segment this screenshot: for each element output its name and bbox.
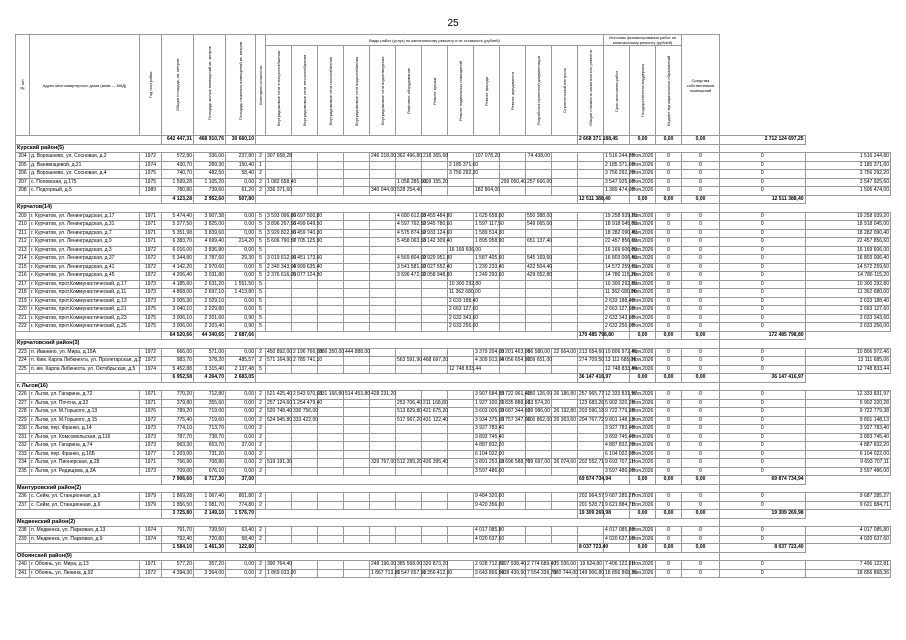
table-row: Медвенский район(2) bbox=[16, 518, 891, 527]
header-area2: Площадь жилых помещений кв. метров bbox=[194, 35, 226, 136]
table-row: 217 г. Курчатов, прот.Коммунистический, д.17 1973 4 185,60 2 631,20 1 551,50 5 10 300 292,80 10 300 292,80 Ноя.2026 0 0 0 10 300 292,80 bbox=[16, 280, 891, 289]
table-row: 4 123,28 2 952,60 507,80 12 511 388,40 0,00 0,00 0,00 12 511 388,40 bbox=[16, 195, 891, 204]
table-row: 6 952,58 4 264,70 2 683,05 36 147 416,97 0,00 0,00 0,00 36 147 416,97 bbox=[16, 374, 891, 383]
table-row: г. Льгов(16) bbox=[16, 382, 891, 391]
table-row: 224 п. Ким. Карла Либкнехта, ул. Пролетарская, д.2 1972 983,70 378,20 485,57 2 571 164,90 2 785 741,10 563 591,90 468 697,20 4 309 913,90 4 056 654,90 109 651,00 274 709,50 13 111 685,06 Ноя.2026 0 0 0 13 111 685,06 bbox=[16, 357, 891, 366]
header-year: Год постройки bbox=[140, 35, 162, 136]
table-row: 233 г. Льгов, пер. Франко, д.16Б 1977 1 203,00 731,20 0,00 2 6 104 022,00 6 104 022,00 Ноя.2026 0 0 0 6 104 022,00 bbox=[16, 450, 891, 459]
table-row: 239 п. Медвенка, ул. Парковая, д.9 1974 792,40 720,80 58,40 2 4 020 637,60 4 020 637,60 Ноя.2026 0 0 0 4 020 637,60 bbox=[16, 535, 891, 544]
page-number: 25 bbox=[447, 18, 459, 29]
table-row: 236 с. Сейм, ул. Станционная, д.5 1979 1 869,28 1 067,40 801,80 2 9 484 320,00 202 964,57 9 687 285,27 Ноя.2026 0 0 0 9 687 285,27 bbox=[16, 493, 891, 502]
table-row: 211 г. Курчатов, ул. Ленинградская, д.7 1971 5 351,98 3 839,60 0,00 5 3 929 822,50 6 459 740,30 4 575 874,50 2 933 124,60 1 589 514,30 18 282 090,40 Ноя.2026 0 0 0 18 282 090,40 bbox=[16, 229, 891, 238]
table-row: 238 п. Медвенка, ул. Парковая, д.13 1974 791,70 739,50 63,40 2 4 017 085,80 4 017 085,80 Ноя.2026 0 0 0 4 017 085,80 bbox=[16, 527, 891, 536]
table-row: 223 п. Иванино, ул. Мира, д.19А 1972 666,00 571,00 0,00 2 450 892,00 2 196 766,00 386 350,00 444 888,00 3 379 204,00 3 201 463,00 66 580,00 22 664,00 213 654,60 10 806 972,46 Ноя.2026 0 0 0 10 806 972,46 bbox=[16, 348, 891, 357]
header-cat: Категория сложности bbox=[256, 35, 266, 136]
table-row: 234 г. Льгов, ул. Пионерская, д.28 1971 766,90 708,80 0,00 2 519 191,30 329 767,00 512 289,20 426 395,40 3 891 253,60 3 696 588,70 99 697,00 26 074,60 202 552,71 9 693 707,11 Ноя.2026 0 0 0 9 693 707,11 bbox=[16, 459, 891, 468]
table-row: 213 г. Курчатов, ул. Ленинградская, д.3 1972 6 016,00 3 836,80 0,00 5 16 169 606,00 16 169 606,00 Ноя.2026 0 0 0 16 169 606,00 bbox=[16, 246, 891, 255]
table-row: 642 447,31 468 910,76 30 660,10 2 668 371 188,45 0,00 0,00 0,00 2 712 124 697,25 bbox=[16, 136, 891, 145]
table-row: 221 г. Курчатов, прот.Коммунистический, д.23 1975 3 006,10 2 201,60 0,90 5 2 633 343,60 2 633 343,60 Ноя.2026 0 0 0 2 633 343,60 bbox=[16, 314, 891, 323]
header-costs: Виды работ (услуг) по капитальному ремонту и их стоимость (рублей) bbox=[266, 35, 604, 46]
table-row: 237 с. Сейм, ул. Станционная, д.6 1979 1 856,50 1 081,70 774,80 2 9 420 356,00 201 528,71 9 621 884,71 Ноя.2026 0 0 0 9 621 884,71 bbox=[16, 501, 891, 510]
table-row: 1 584,10 1 461,30 122,80 8 037 723,40 0,00 0,00 0,00 8 037 723,40 bbox=[16, 544, 891, 553]
main-table: № п/п Адрес многоквартирного дома (кв/кв — МКД) Год постройки Общая площадь, кв. метров Площадь жилых помещений кв. метров Площадь нежилых помещений кв. метров Категория сложности Виды работ (услуг) по капитальному ремонту и их стоимость (рублей) Источник финансирования работ по капитальному ремонту (рублей) Средства собственников помещений Внутридомовые сети электроснабжения Внутридомовые сети теплоснабжения Внутридомовые сети газоснабжения Внутридомовые сети водоснабжения Внутридомовые сети водоотведения Лифтовое оборудование Ремонт крыши Ремонт подвальных помещений Ремонт фасада Ремонт фундамента Разработка проектной документации Строительный контроль Общая стоимость капитального ремонта Срок окончания работ Государственная поддержка Бюджет муниципальных образований 642 447,31 468 910,76 30 660,10 2 668 371 188,45 0,00 0,00 0,00 2 712 124 697,25 Курский район(5) 204 д. Ворошнево, ул. Сосновая, д.2 1972 572,80 336,00 237,80 2 307 658,28 246 218,00 362 496,80 218 365,68 107 078,20 74 438,00 1 516 244,80 Ноя.2026 0 0 0 1 516 244,80 205 д. Ванивнщевой, д.21 1974 430,70 289,30 150,40 1 2 185 371,60 2 185 371,60 Ноя.2026 0 0 0 2 185 371,60 206 д. Ворошнево, ул. Сосновая, д.4 1975 740,70 482,50 58,40 2 3 756 292,20 3 756 292,20 Ноя.2026 0 0 0 3 756 292,20 207 с. Полевская, д.175 1975 1 599,28 1 105,20 0,00 2 1 082 658,40 1 058 285,60 609 155,20 299 050,40 257 666,00 3 547 925,60 Ноя.2026 0 0 0 3 547 925,60 208 с. Подгорный, д.5 1989 780,80 739,60 61,20 2 336 371,60 340 044,00 528 254,40 182 804,00 1 389 474,00 Ноя.2026 0 0 0 1 506 474,00 4 123,28 2 952,60 507,80 12 511 388,40 0,00 0,00 0,00 12 511 388,40 Курчатов(14) 209 г. Курчатов, ул. Ленинградская, д.17 1971 5 474,40 3 907,38 0,00 5 3 593 096,80 6 697 500,80 4 680 612,00 3 455 484,80 1 625 658,00 550 388,00 19 258 939,20 Ноя.2026 0 0 0 19 258 939,20 210 г. Курчатов, ул. Ленинградская, д.31 1971 5 377,50 3 825,00 0,00 5 3 896 267,50 6 499 649,50 4 597 762,50 2 945 780,60 1 597 117,50 549 065,00 18 918 045,00 Ноя.2026 0 0 0 18 918 045,00 211 г. Курчатов, ул. Ленинградская, д.7 1971 5 351,98 3 839,60 0,00 5 3 929 822,50 6 459 740,30 4 575 874,50 2 933 124,60 1 589 514,30 18 282 090,40 Ноя.2026 0 0 0 18 282 090,40 212 г. Курчатов, ул. Ленинградская, д.9 1971 6 383,70 4 699,40 214,20 5 5 606 790,50 7 705 125,90 5 458 063,50 3 142 309,40 1 895 958,90 651 137,40 22 457 856,60 Ноя.2026 0 0 0 22 457 856,60 213 г. Курчатов, ул. Ленинградская, д.3 1972 6 016,00 3 836,80 0,00 5 16 169 606,00 16 169 606,00 Ноя.2026 0 0 0 16 169 606,00 214 г. Курчатов, ул. Ленинградская, д.37 1972 5 344,80 3 787,60 29,30 5 3 019 612,00 6 451 173,60 4 569 804,00 2 929 951,80 1 587 405,60 545 169,60 16 803 006,40 Ноя.2026 0 0 0 16 803 006,40 215 г. Курчатов, ул. Ленинградская, д.41 1972 4 142,20 2 970,60 0,00 5 2 340 343,00 4 999 635,40 3 541 581,00 2 027 552,40 1 230 233,40 422 504,40 14 572 259,60 Ноя.2026 0 0 0 14 572 259,60 216 г. Курчатов, ул. Ленинградская, д.45 1972 4 206,40 3 031,80 0,00 5 2 376 616,00 5 077 124,80 3 596 472,00 2 058 948,80 1 249 293,60 429 052,80 14 786 115,20 Ноя.2026 0 0 0 14 786 115,20 217 г. Курчатов, прот.Коммунистический, д.17 1973 4 185,60 2 631,20 1 551,50 5 10 300 292,80 10 300 292,80 Ноя.2026 0 0 0 10 300 292,80 218 г. Курчатов, прот.Коммунистический, д.11 1973 4 868,00 2 697,10 1 413,80 5 11 362 680,00 11 362 680,00 Ноя.2026 0 0 0 11 362 680,00 219 г. Курчатов, прот.Коммунистический, д.13 1973 3 005,30 2 029,10 0,00 5 2 633 188,40 2 633 188,40 Ноя.2026 0 0 0 2 633 188,40 220 г. Курчатов, прот.Коммунистический, д.21 1975 3 040,10 2 229,80 0,00 5 2 663 127,60 2 663 127,60 Ноя.2026 0 0 0 2 663 127,60 221 г. Курчатов, прот.Коммунистический, д.23 1975 3 006,10 2 201,60 0,90 5 2 633 343,60 2 633 343,60 Ноя.2026 0 0 0 2 633 343,60 222 г. Курчатов, прот.Коммунистический, д.25 1975 3 006,00 2 203,40 0,90 5 2 633 256,00 2 633 256,00 Ноя.2026 0 0 0 2 633 256,00 64 520,66 44 340,65 2 687,66 170 485 798,80 0,00 0,00 0,00 172 485 798,80 Курчатовский район(3) 223 п. Иванино, ул. Мира, д.19А 1972 666,00 571,00 0,00 2 450 892,00 2 196 766,00 386 350,00 444 888,00 3 379 204,00 3 201 463,00 66 580,00 22 664,00 213 654,60 10 806 972,46 Ноя.2026 0 0 0 10 806 972,46 224 п. Ким. Карла Либкнехта, ул. Пролетарская, д.2 1972 983,70 378,20 485,57 2 571 164,90 2 785 741,10 563 591,90 468 697,20 4 309 913,90 4 056 654,90 109 651,00 274 709,50 13 111 685,06 Ноя.2026 0 0 0 13 111 685,06 225 п. им. Карла Либкнехта, ул. Октябрьская, д.5 1974 5 452,88 3 315,40 2 137,48 5 12 748 833,44 12 748 833,44 Ноя.2026 0 0 0 12 748 833,44 6 952,58 4 264,70 2 683,05 36 147 416,97 0,00 0,00 0,00 36 147 416,97 г. Льгов(16) 226 г. Льгов, ул. Гагарина, д.72 1971 770,20 712,80 0,00 2 521 425,40 2 543 970,60 331 166,80 514 453,80 428 231,20 3 907 684,80 3 722 961,40 180 126,00 26 186,80 257 965,77 12 333 831,97 Ноя.2026 0 0 0 12 333 831,97 227 г. Льгов, ул. Почтна, д.32 1971 379,80 355,60 0,00 2 257 124,60 1 254 479,40 253 706,40 211 168,80 1 927 100,20 1 835 888,60 63 574,20 123 683,26 5 902 320,28 Ноя.2026 0 0 0 5 902 320,28 228 г. Льгов, ул. М.Горького, д.13 1976 789,20 719,00 0,00 2 520 748,40 330 756,00 513 829,80 421 675,20 3 603 005,00 3 687 344,60 99 986,00 26 192,80 203 596,18 9 722 779,38 Ноя.2026 0 0 0 9 722 779,38 229 г. Льгов, ул. М.Горького, д.15 1972 775,40 719,60 0,00 2 524 945,80 333 422,00 517 967,20 431 122,40 3 934 375,60 3 757 347,00 100 862,00 26 363,60 204 767,72 9 801 148,13 Ноя.2026 0 0 0 9 801 148,13 230 г. Льгов, пер. Франко, д.14 1973 774,10 713,70 0,00 2 3 927 783,40 3 927 783,40 Ноя.2026 0 0 0 3 927 783,40 231 г. Льгов, ул. Комсомольская, д.116 1973 787,70 738,70 0,00 2 3 893 745,40 3 893 745,40 Ноя.2026 0 0 0 3 893 745,40 232 г. Льгов, ул. Гагарина, д.74 1973 963,30 653,70 37,00 2 4 887 832,20 4 887 832,20 Ноя.2026 0 0 0 4 887 832,20 233 г. Льгов, пер. Франко, д.16Б 1977 1 203,00 731,20 0,00 2 6 104 022,00 6 104 022,00 Ноя.2026 0 0 0 6 104 022,00 234 г. Льгов, ул. Пионерская, д.28 1971 766,90 708,80 0,00 2 519 191,30 329 767,00 512 289,20 426 395,40 3 891 253,60 3 696 588,70 99 697,00 26 074,60 202 552,71 9 693 707,11 Ноя.2026 0 0 0 9 693 707,11 235 г. Льгов, ул. Редищева, д.3А 1973 709,00 676,10 0,00 2 3 597 486,00 3 597 486,00 Ноя.2026 0 0 0 3 597 486,00 7 906,60 6 717,30 37,00 69 874 734,94 0,00 0,00 0,00 69 874 734,94 Мантуровский район(2) 236 с. Сейм, ул. Станционная, д.5 1979 1 869,28 1 067,40 801,80 2 9 484 320,00 202 964,57 9 687 285,27 Ноя.2026 0 0 0 9 687 285,27 237 с. Сейм, ул. Станционная, д.6 1979 1 856,50 1 081,70 774,80 2 9 420 356,00 201 528,71 9 621 884,71 Ноя.2026 0 0 0 9 621 884,71 3 725,80 2 149,10 1 576,70 19 309 269,98 0,00 0,00 0,00 19 309 269,98 Медвенский район(2) 238 п. Медвенка, ул. Парковая, д.13 1974 791,70 739,50 63,40 2 4 017 085,80 4 017 085,80 Ноя.2026 0 0 0 4 017 085,80 239 п. Медвенка, ул. Парковая, д.9 1974 792,40 720,80 58,40 2 4 020 637,60 4 020 637,60 Ноя.2026 0 0 0 4 020 637,60 1 584,10 1 461,30 122,80 8 037 723,40 0,00 0,00 0,00 8 037 723,40 Обоянский район(9) 240 г. Обоянь, ул. Мира, д.13 1971 577,20 357,20 0,00 2 390 764,40 248 196,00 385 568,00 320 873,20 2 928 712,80 107 938,40 2 774 689,40 75 036,00 19 624,80 7 406 122,81 Ноя.2026 0 0 0 7 496 122,81 241 г. Обоянь, ул. Ленина, д.92 1972 4 394,30 3 364,00 0,00 2 1 869 633,30 1 867 713,80 1 547 657,90 1 356 412,90 3 643 866,80 438 439,90 7 554 339,70 380 744,00 149 906,80 18 856 868,36 Ноя.2026 0 0 0 18 856 868,36 bbox=[17, 35, 889, 576]
header-area3: Площадь нежилых помещений кв. метров bbox=[226, 35, 256, 136]
table-row: 207 с. Полевская, д.175 1975 1 599,28 1 105,20 0,00 2 1 082 658,40 1 058 285,60 609 155,20 299 050,40 257 666,00 3 547 925,60 Ноя.2026 0 0 0 3 547 925,60 bbox=[16, 178, 891, 187]
table-row: Курчатовский район(3) bbox=[16, 340, 891, 349]
table-row: 204 д. Ворошнево, ул. Сосновая, д.2 1972 572,80 336,00 237,80 2 307 658,28 246 218,00 362 496,80 218 365,68 107 078,20 74 438,00 1 516 244,80 Ноя.2026 0 0 0 1 516 244,80 bbox=[16, 153, 891, 162]
table-row: 227 г. Льгов, ул. Почтна, д.32 1971 379,80 355,60 0,00 2 257 124,60 1 254 479,40 253 706,40 211 168,80 1 927 100,20 1 835 888,60 63 574,20 123 683,26 5 902 320,28 Ноя.2026 0 0 0 5 902 320,28 bbox=[16, 399, 891, 408]
table-row: 205 д. Ванивнщевой, д.21 1974 430,70 289,30 150,40 1 2 185 371,60 2 185 371,60 Ноя.2026 0 0 0 2 185 371,60 bbox=[16, 161, 891, 170]
table-row: 222 г. Курчатов, прот.Коммунистический, д.25 1975 3 006,00 2 203,40 0,90 5 2 633 256,00 2 633 256,00 Ноя.2026 0 0 0 2 633 256,00 bbox=[16, 323, 891, 332]
table-row: 3 725,80 2 149,10 1 576,70 19 309 269,98 0,00 0,00 0,00 19 309 269,98 bbox=[16, 510, 891, 519]
table-row: 220 г. Курчатов, прот.Коммунистический, д.21 1975 3 040,10 2 229,80 0,00 5 2 663 127,60 2 663 127,60 Ноя.2026 0 0 0 2 663 127,60 bbox=[16, 306, 891, 315]
table-row: Курский район(5) bbox=[16, 144, 891, 153]
table-row: 231 г. Льгов, ул. Комсомольская, д.116 1973 787,70 738,70 0,00 2 3 893 745,40 3 893 745,40 Ноя.2026 0 0 0 3 893 745,40 bbox=[16, 433, 891, 442]
table-row: 229 г. Льгов, ул. М.Горького, д.15 1972 775,40 719,60 0,00 2 524 945,80 333 422,00 517 967,20 431 122,40 3 934 375,60 3 757 347,00 100 862,00 26 363,60 204 767,72 9 801 148,13 Ноя.2026 0 0 0 9 801 148,13 bbox=[16, 416, 891, 425]
table-row: Обоянский район(9) bbox=[16, 552, 891, 561]
header-area: Общая площадь, кв. метров bbox=[162, 35, 194, 136]
table-row: 226 г. Льгов, ул. Гагарина, д.72 1971 770,20 712,80 0,00 2 521 425,40 2 543 970,60 331 166,80 514 453,80 428 231,20 3 907 684,80 3 722 961,40 180 126,00 26 186,80 257 965,77 12 333 831,97 Ноя.2026 0 0 0 12 333 831,97 bbox=[16, 391, 891, 400]
table-row: 214 г. Курчатов, ул. Ленинградская, д.37 1972 5 344,80 3 787,60 29,30 5 3 019 612,00 6 451 173,60 4 569 804,00 2 929 951,80 1 587 405,60 545 169,60 16 803 006,40 Ноя.2026 0 0 0 16 803 006,40 bbox=[16, 255, 891, 264]
table-row: 241 г. Обоянь, ул. Ленина, д.92 1972 4 394,30 3 364,00 0,00 2 1 869 633,30 1 867 713,80 1 547 657,90 1 356 412,90 3 643 866,80 438 439,90 7 554 339,70 380 744,00 149 906,80 18 856 868,36 Ноя.2026 0 0 0 18 856 868,36 bbox=[16, 569, 891, 578]
table-row: 235 г. Льгов, ул. Редищева, д.3А 1973 709,00 676,10 0,00 2 3 597 486,00 3 597 486,00 Ноя.2026 0 0 0 3 597 486,00 bbox=[16, 467, 891, 476]
table-row: 210 г. Курчатов, ул. Ленинградская, д.31 1971 5 377,50 3 825,00 0,00 5 3 896 267,50 6 499 649,50 4 597 762,50 2 945 780,60 1 597 117,50 549 065,00 18 918 045,00 Ноя.2026 0 0 0 18 918 045,00 bbox=[16, 221, 891, 230]
table-row: 225 п. им. Карла Либкнехта, ул. Октябрьская, д.5 1974 5 452,88 3 315,40 2 137,48 5 12 748 833,44 12 748 833,44 Ноя.2026 0 0 0 12 748 833,44 bbox=[16, 365, 891, 374]
table-row: Мантуровский район(2) bbox=[16, 484, 891, 493]
table-row: 228 г. Льгов, ул. М.Горького, д.13 1976 789,20 719,00 0,00 2 520 748,40 330 756,00 513 829,80 421 675,20 3 603 005,00 3 687 344,60 99 986,00 26 192,80 203 596,18 9 722 779,38 Ноя.2026 0 0 0 9 722 779,38 bbox=[16, 408, 891, 417]
table-row: 215 г. Курчатов, ул. Ленинградская, д.41 1972 4 142,20 2 970,60 0,00 5 2 340 343,00 4 999 635,40 3 541 581,00 2 027 552,40 1 230 233,40 422 504,40 14 572 259,60 Ноя.2026 0 0 0 14 572 259,60 bbox=[16, 263, 891, 272]
header-fund-total: Средства собственников помещений bbox=[682, 35, 720, 136]
header-funds: Источник финансирования работ по капитальному ремонту (рублей) bbox=[604, 35, 682, 46]
table-row: 240 г. Обоянь, ул. Мира, д.13 1971 577,20 357,20 0,00 2 390 764,40 248 196,00 385 568,00 320 873,20 2 928 712,80 107 938,40 2 774 689,40 75 036,00 19 624,80 7 406 122,81 Ноя.2026 0 0 0 7 496 122,81 bbox=[16, 561, 891, 570]
table-row: 216 г. Курчатов, ул. Ленинградская, д.45 1972 4 206,40 3 031,80 0,00 5 2 376 616,00 5 077 124,80 3 596 472,00 2 058 948,80 1 249 293,60 429 052,80 14 786 115,20 Ноя.2026 0 0 0 14 786 115,20 bbox=[16, 272, 891, 281]
table-row: 209 г. Курчатов, ул. Ленинградская, д.17 1971 5 474,40 3 907,38 0,00 5 3 593 096,80 6 697 500,80 4 680 612,00 3 455 484,80 1 625 658,00 550 388,00 19 258 939,20 Ноя.2026 0 0 0 19 258 939,20 bbox=[16, 212, 891, 221]
table-row: 7 906,60 6 717,30 37,00 69 874 734,94 0,00 0,00 0,00 69 874 734,94 bbox=[16, 476, 891, 485]
table-row: 212 г. Курчатов, ул. Ленинградская, д.9 1971 6 383,70 4 699,40 214,20 5 5 606 790,50 7 705 125,90 5 458 063,50 3 142 309,40 1 895 958,90 651 137,40 22 457 856,60 Ноя.2026 0 0 0 22 457 856,60 bbox=[16, 238, 891, 247]
table-row: 218 г. Курчатов, прот.Коммунистический, д.11 1973 4 868,00 2 697,10 1 413,80 5 11 362 680,00 11 362 680,00 Ноя.2026 0 0 0 11 362 680,00 bbox=[16, 289, 891, 298]
table-row: 208 с. Подгорный, д.5 1989 780,80 739,60 61,20 2 336 371,60 340 044,00 528 254,40 182 804,00 1 389 474,00 Ноя.2026 0 0 0 1 506 474,00 bbox=[16, 187, 891, 196]
table-row: Курчатов(14) bbox=[16, 204, 891, 213]
table-row: 64 520,66 44 340,65 2 687,66 170 485 798,80 0,00 0,00 0,00 172 485 798,80 bbox=[16, 331, 891, 340]
header-no: № п/п bbox=[16, 35, 30, 136]
table-row: 230 г. Льгов, пер. Франко, д.14 1973 774,10 713,70 0,00 2 3 927 783,40 3 927 783,40 Ноя.2026 0 0 0 3 927 783,40 bbox=[16, 425, 891, 434]
header-addr: Адрес многоквартирного дома (кв/кв — МКД) bbox=[30, 35, 140, 136]
table-row: 232 г. Льгов, ул. Гагарина, д.74 1973 963,30 653,70 37,00 2 4 887 832,20 4 887 832,20 Ноя.2026 0 0 0 4 887 832,20 bbox=[16, 442, 891, 451]
table-row: 219 г. Курчатов, прот.Коммунистический, д.13 1973 3 005,30 2 029,10 0,00 5 2 633 188,40 2 633 188,40 Ноя.2026 0 0 0 2 633 188,40 bbox=[16, 297, 891, 306]
table-row: 206 д. Ворошнево, ул. Сосновая, д.4 1975 740,70 482,50 58,40 2 3 756 292,20 3 756 292,20 Ноя.2026 0 0 0 3 756 292,20 bbox=[16, 170, 891, 179]
